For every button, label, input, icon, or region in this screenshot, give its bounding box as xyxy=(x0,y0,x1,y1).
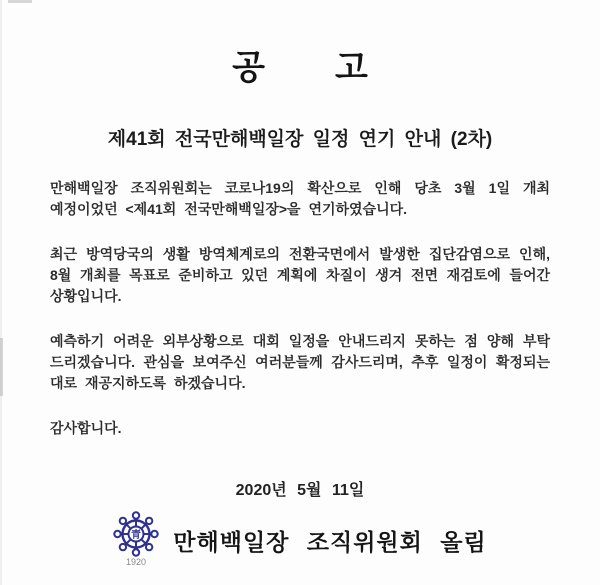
manhae-wheel-logo-icon xyxy=(113,511,159,569)
paragraph-apology: 예측하기 어려운 외부상황으로 대회 일정을 안내드리지 못하는 점 양해 부탁 드리겠습니다. 관심을 보여주신 여러분들께 감사드리며, 추후 일정이 확정되는 대로 재공지하도록 하겠습니다. xyxy=(50,333,550,391)
logo-year-label: 1920 xyxy=(126,557,147,567)
signature-text: 만해백일장 조직위원회 올림 xyxy=(173,528,487,555)
paragraph-thanks: 감사합니다. xyxy=(50,420,122,436)
notice-title xyxy=(50,50,550,86)
paragraph-postponement: 만해백일장 조직위원회는 코로나19의 확산으로 인해 당초 3월 1일 개최 예정이었던 <제41회 전국만해백일장>을 연기하였습니다. xyxy=(50,180,550,217)
paragraph-situation: 최근 방역당국의 생활 방역체계로의 전환국면에서 발생한 집단감염으로 인해, 8월 개최를 목표로 준비하고 있던 계획에 차질이 생겨 전면 재검토에 들어간 상황입니다. xyxy=(50,246,550,304)
signature-row xyxy=(50,511,550,569)
notice-body xyxy=(50,178,550,439)
notice-date: 2020년 5월 11일 xyxy=(235,482,365,499)
notice-title-right: 고 xyxy=(335,49,368,87)
logo-center-glyph: 青 xyxy=(131,529,142,541)
notice-subtitle: 제41회 전국만해백일장 일정 연기 안내 (2차) xyxy=(107,129,493,150)
notice-title-left: 공 xyxy=(232,49,265,87)
